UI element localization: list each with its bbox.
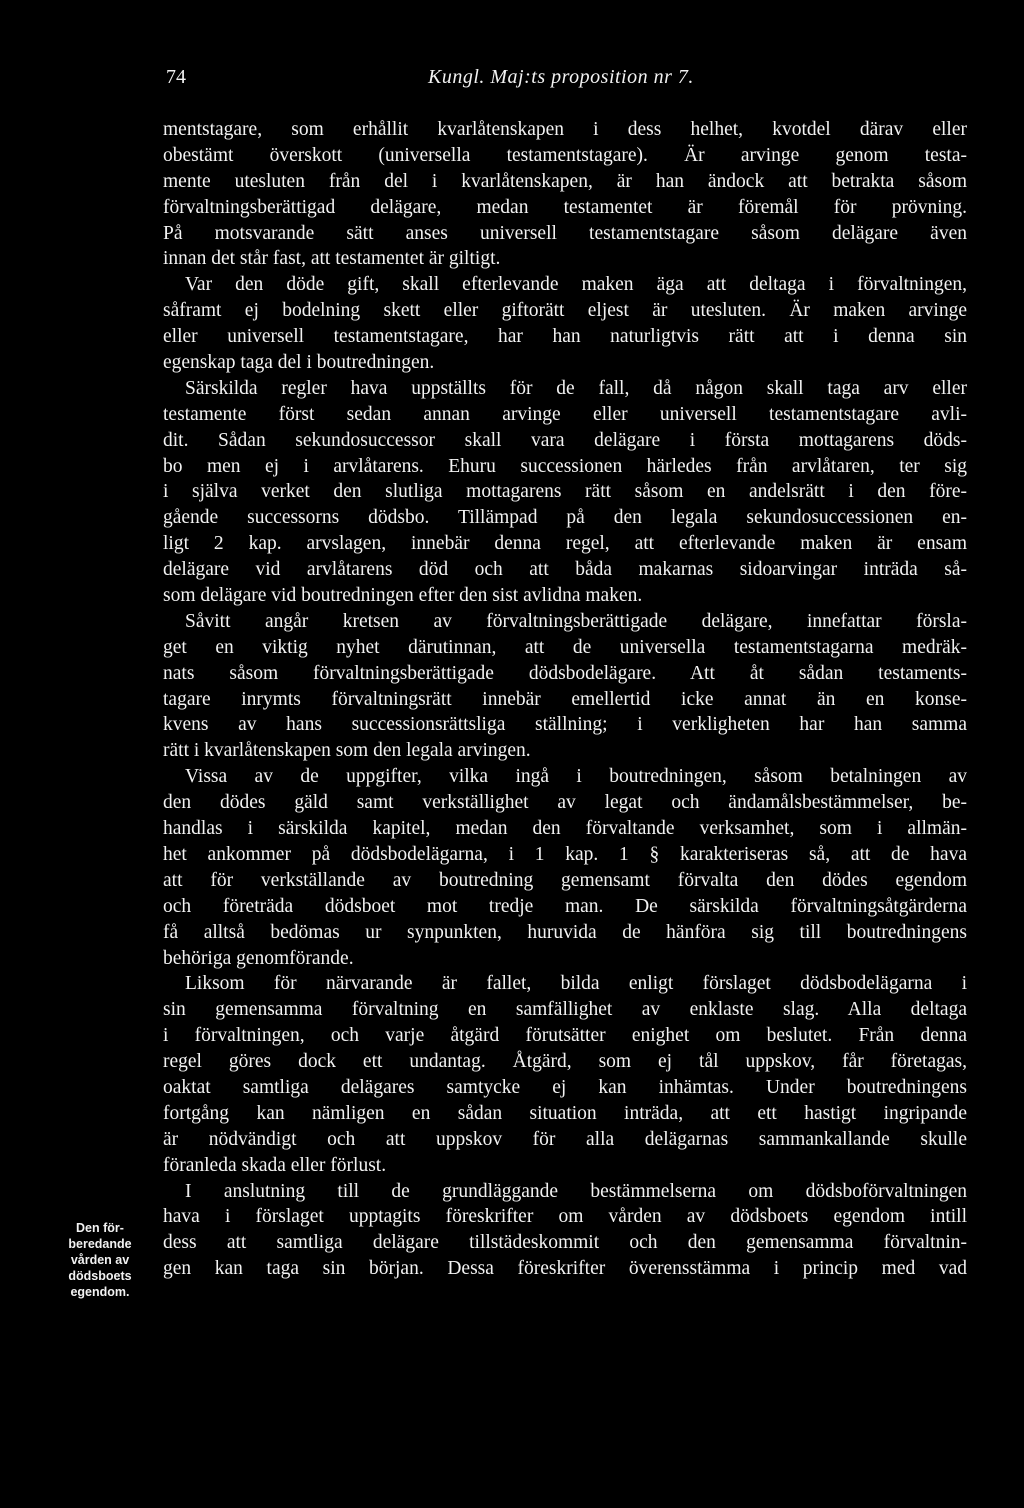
text-line: gen kan taga sin början. Dessa föreskrifter överensstämma i princip med vad	[163, 1258, 967, 1280]
text-line: regel göres dock ett undantag. Åtgärd, som ej tål uppskov, får företagas,	[163, 1051, 967, 1073]
text-line: tagare inrymts förvaltningsrätt innebär emellertid icke annat än en konse-	[163, 688, 967, 710]
text-line: hava i förslaget upptagits föreskrifter om vården av dödsboets egendom intill	[163, 1206, 967, 1228]
text-line: få alltså bedömas ur synpunkten, huruvida de hänföra sig till boutredningens	[163, 921, 967, 943]
text-line: mentstagare, som erhållit kvarlåtenskapen i dess helhet, kvotdel därav eller	[163, 119, 967, 140]
margin-note-line: dödsboets	[68, 1269, 132, 1283]
margin-note-line: vården av	[70, 1253, 130, 1267]
text-line: oaktat samtliga delägares samtycke ej kan inhämtas. Under boutredningens	[163, 1076, 967, 1098]
text-line: och företräda dödsboet mot tredje man. De särskilda förvaltningsåtgärderna	[163, 895, 967, 917]
text-line: dess att samtliga delägare tillstädeskommit och den gemensamma förvaltnin-	[163, 1232, 967, 1254]
text-line: Var den döde gift, skall efterlevande maken äga att deltaga i förvaltningen,	[185, 274, 967, 296]
text-line: Såvitt angår kretsen av förvaltningsberättigade delägare, innefattar försla-	[185, 610, 967, 632]
text-line: testamente först sedan annan arvinge eller universell testamentstagare avli-	[163, 403, 967, 425]
text-line: Särskilda regler hava uppställts för de fall, då någon skall taga arv eller	[185, 377, 967, 399]
page-header	[166, 66, 966, 96]
text-line: förvaltningsberättigad delägare, medan testamentet är föremål för prövning.	[163, 196, 967, 218]
text-line: i själva verket den slutliga mottagarens rätt såsom en andelsrätt i den före-	[163, 481, 967, 503]
text-line: ligt 2 kap. arvslagen, innebär denna regel, att efterlevande maken är ensam	[163, 533, 967, 555]
text-line: handlas i särskilda kapitel, medan den förvaltande verksamhet, som i allmän-	[163, 818, 967, 840]
text-line: innan det står fast, att testamentet är giltigt.	[163, 248, 501, 270]
text-line: är nödvändigt och att uppskov för alla delägarnas sammankallande skulle	[163, 1128, 967, 1150]
text-line: I anslutning till de grundläggande bestämmelserna om dödsboförvaltningen	[185, 1180, 967, 1202]
text-line: get en viktig nyhet därutinnan, att de universella testamentstagarna medräk-	[163, 636, 967, 658]
text-line: den dödes gäld samt verkställighet av legat och ändamålsbestämmelser, be-	[163, 792, 967, 814]
text-line: nats såsom förvaltningsberättigade dödsbodelägare. Att åt sådan testaments-	[163, 662, 967, 684]
text-line: Liksom för närvarande är fallet, bilda enligt förslaget dödsbodelägarna i	[185, 973, 967, 995]
text-line: dit. Sådan sekundosuccessor skall vara delägare i första mottagarens döds-	[163, 429, 967, 451]
margin-note-line: egendom.	[70, 1285, 130, 1299]
text-line: Vissa av de uppgifter, vilka ingå i boutredningen, såsom betalningen av	[185, 766, 967, 788]
text-line: gående successorns dödsbo. Tillämpad på den legala sekundosuccessionen en-	[163, 507, 967, 529]
text-line: het ankommer på dödsbodelägarna, i 1 kap. 1 § karakteriseras så, att de hava	[163, 843, 967, 865]
text-line: egenskap taga del i boutredningen.	[163, 352, 435, 374]
margin-note-line: Den för-	[76, 1221, 124, 1235]
text-line: i förvaltningen, och varje åtgärd förutsätter enighet om beslutet. Från denna	[163, 1025, 967, 1047]
page-number: 74	[166, 66, 186, 88]
text-line: delägare vid arvlåtarens död och att båda makarnas sidoarvingar inträda så-	[163, 559, 967, 581]
text-line: sin gemensamma förvaltning en samfällighet av enklaste slag. Alla deltaga	[163, 999, 967, 1021]
text-line: såframt ej bodelning skett eller giftorätt eljest är utesluten. Är maken arvinge	[163, 300, 967, 322]
text-line: behöriga genomförande.	[163, 947, 354, 969]
text-line: rätt i kvarlåtenskapen som den legala arvingen.	[163, 740, 531, 762]
text-line: fortgång kan nämligen en sådan situation inträda, att ett hastigt ingripande	[163, 1102, 967, 1124]
running-head: Kungl. Maj:ts proposition nr 7.	[428, 66, 694, 88]
text-line: bo men ej i arvlåtarens. Ehuru successionen härledes från arvlåtaren, ter sig	[163, 455, 967, 477]
text-line: obestämt överskott (universella testamentstagare). Är arvinge genom testa-	[163, 144, 967, 166]
margin-note	[56, 1220, 144, 1300]
text-line: På motsvarande sätt anses universell testamentstagare såsom delägare även	[163, 222, 967, 244]
text-line: eller universell testamentstagare, har han naturligtvis rätt att i denna sin	[163, 326, 967, 348]
text-line: kvens av hans successionsrättsliga ställning; i verkligheten har han samma	[163, 714, 967, 736]
text-line: som delägare vid boutredningen efter den sist avlidna maken.	[163, 585, 643, 607]
text-line: mente utesluten från del i kvarlåtenskapen, är han ändock att betrakta såsom	[163, 170, 967, 192]
text-line: föranleda skada eller förlust.	[163, 1154, 387, 1176]
body-text	[163, 117, 967, 1282]
text-line: att för verkställande av boutredning gemensamt förvalta den dödes egendom	[163, 869, 967, 891]
margin-note-line: beredande	[68, 1237, 132, 1251]
